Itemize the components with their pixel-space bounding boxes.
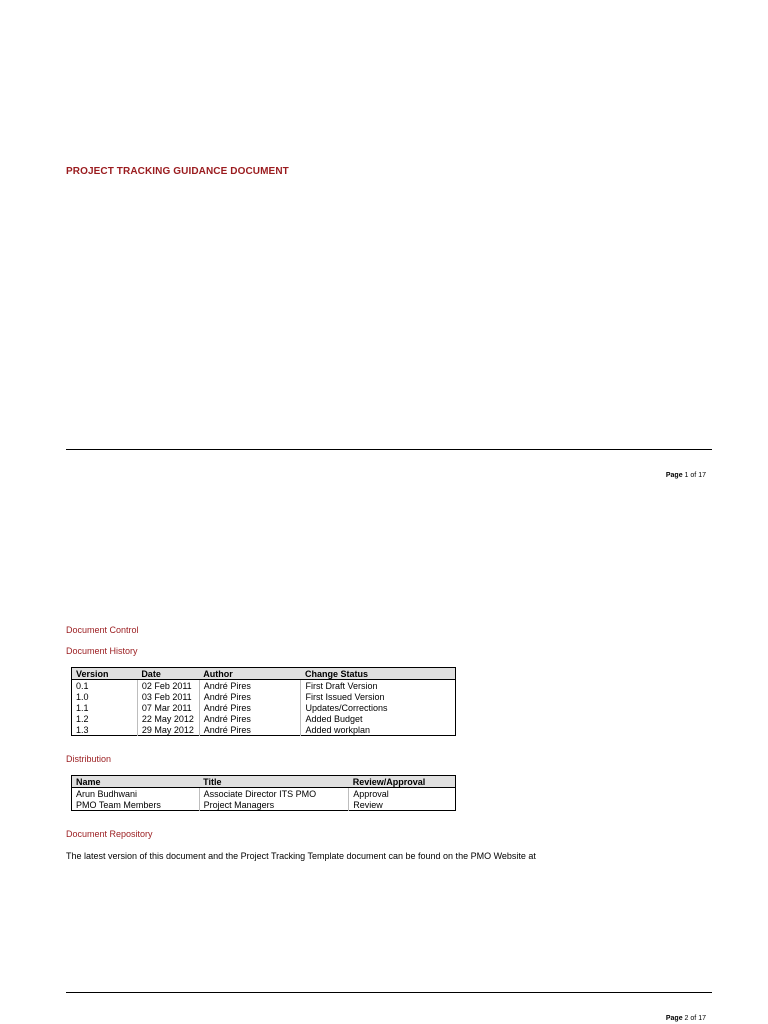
cell-date: 02 Feb 2011 [137,680,199,692]
footer-divider [66,992,712,993]
cell-author: André Pires [199,691,301,702]
column-header: Name [72,776,200,788]
column-header: Author [199,668,301,680]
cell-author: André Pires [199,724,301,736]
cell-change-status: First Draft Version [301,680,456,692]
cell-version: 1.2 [76,713,89,724]
cell-version: 1.1 [76,702,89,713]
document-title: PROJECT TRACKING GUIDANCE DOCUMENT [66,166,289,177]
cell-version: 0.1 [76,680,89,691]
page-current: 2 [684,1015,689,1022]
table-header-row [72,668,456,680]
table-header-row [72,776,456,788]
document-history-table [71,667,456,736]
cell-date: 03 Feb 2011 [137,691,199,702]
page-number-2 [666,1015,706,1022]
cell-title: Project Managers [199,799,349,811]
page-of: of [690,472,697,479]
page-current: 1 [684,472,689,479]
table-row [72,702,456,713]
page-total: 17 [698,472,706,479]
column-header: Version [72,668,138,680]
column-header: Review/Approval [349,776,456,788]
cell-change-status: Updates/Corrections [301,702,456,713]
column-header: Change Status [301,668,456,680]
document-repository-heading: Document Repository [66,829,153,839]
cell-change-status: First Issued Version [301,691,456,702]
distribution-table [71,775,456,811]
cell-author: André Pires [199,680,301,692]
table-row [72,724,456,736]
page-total: 17 [698,1015,706,1022]
table-row [72,680,456,692]
cell-version: 1.0 [76,691,89,702]
column-header: Title [199,776,349,788]
page-label: Page [665,1015,683,1022]
cell-change-status: Added Budget [301,713,456,724]
repository-paragraph: The latest version of this document and the Project Tracking Template document can be found on the PMO Website at [66,851,536,861]
page-of: of [690,1015,697,1022]
column-header: Date [137,668,199,680]
distribution-heading: Distribution [66,754,112,764]
cell-name: PMO Team Members [76,799,161,810]
cell-date: 07 Mar 2011 [137,702,199,713]
cell-author: André Pires [199,713,301,724]
footer-divider [66,449,712,450]
cell-date: 22 May 2012 [137,713,199,724]
cell-change-status: Added workplan [301,724,456,736]
cell-review-approval: Approval [349,788,456,800]
document-control-heading: Document Control [66,625,139,635]
table-row [72,691,456,702]
page-number-1 [666,472,706,479]
document-history-heading: Document History [66,646,138,656]
cell-version: 1.3 [76,724,89,735]
cell-date: 29 May 2012 [137,724,199,736]
cell-review-approval: Review [349,799,456,811]
cell-title: Associate Director ITS PMO [199,788,349,800]
page-label: Page [665,472,683,479]
table-row [72,713,456,724]
cell-author: André Pires [199,702,301,713]
table-row [72,788,456,800]
table-row [72,799,456,811]
cell-name: Arun Budhwani [76,788,138,799]
